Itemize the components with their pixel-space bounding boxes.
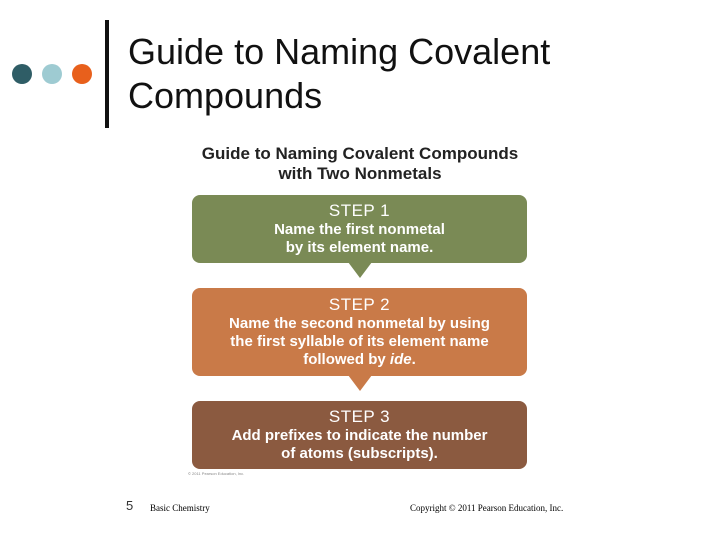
figure-credit: © 2011 Pearson Education, Inc. — [188, 471, 245, 476]
figure-title-line: Guide to Naming Covalent Compounds — [201, 144, 519, 163]
page-number: 5 — [126, 498, 134, 513]
dot-icon — [12, 64, 32, 84]
dot-icon — [42, 64, 62, 84]
footer-book-title: Basic Chemistry — [150, 503, 210, 513]
step-text: Add prefixes to indicate the number — [231, 427, 488, 444]
title-divider — [105, 20, 109, 128]
slide-title-line: Guide to Naming Covalent — [128, 31, 551, 72]
figure-title — [180, 144, 540, 184]
slide-title-line: Compounds — [128, 75, 323, 116]
step-3-box — [192, 401, 527, 469]
step-text: of atoms (subscripts). — [281, 445, 438, 462]
footer-copyright: Copyright © 2011 Pearson Education, Inc. — [410, 503, 564, 513]
step-text: the first syllable of its element name — [230, 333, 489, 350]
step-text-part: followed by — [303, 351, 390, 368]
step-text — [192, 351, 527, 369]
step-text: Name the second nonmetal by using — [229, 315, 490, 332]
dot-icon — [72, 64, 92, 84]
step-label: STEP 3 — [328, 407, 391, 426]
slide-title — [128, 30, 708, 118]
step-label: STEP 2 — [328, 295, 391, 314]
down-arrow-icon — [348, 262, 372, 278]
step-2-box — [192, 288, 527, 376]
step-text-emphasis: ide — [389, 351, 412, 368]
step-text: Name the first nonmetal — [274, 221, 445, 238]
step-text-part: . — [411, 351, 416, 368]
step-text: by its element name. — [285, 239, 434, 256]
decorative-dots — [12, 64, 96, 86]
step-label: STEP 1 — [328, 201, 391, 220]
figure-title-line: with Two Nonmetals — [278, 164, 442, 183]
down-arrow-icon — [348, 375, 372, 391]
step-1-box — [192, 195, 527, 263]
